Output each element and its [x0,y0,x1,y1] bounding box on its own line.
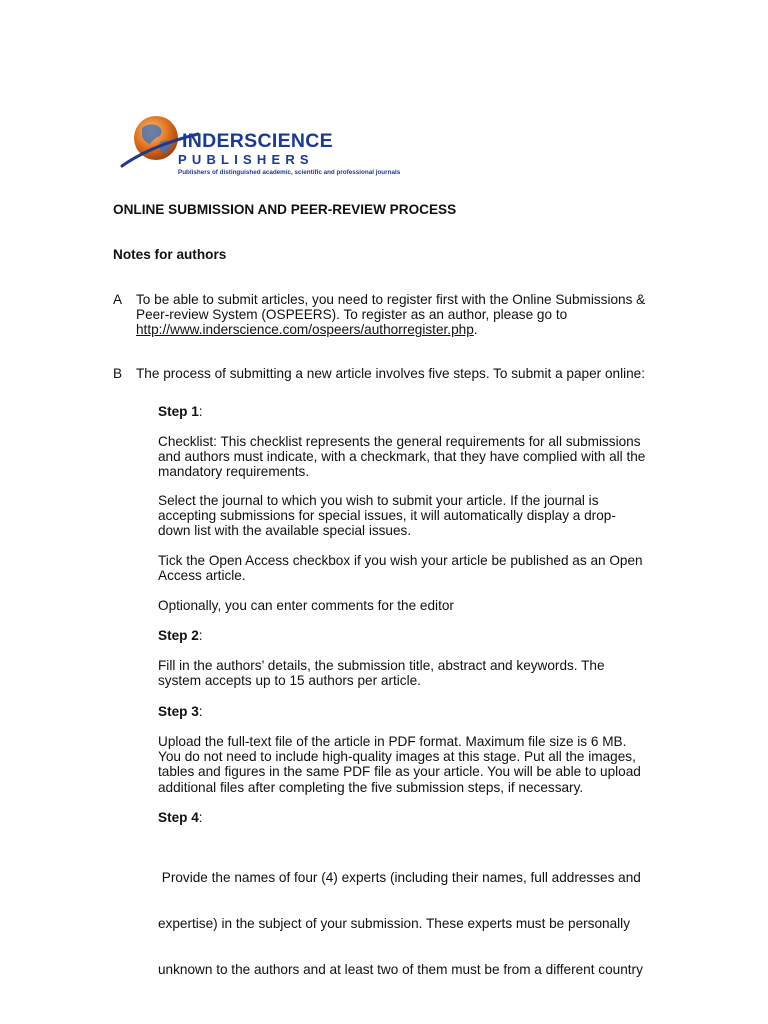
step-2-paragraph [158,658,605,688]
text-line: system accepts up to 15 authors per article. [158,673,421,689]
section-b-intro: The process of submitting a new article involves five steps. To submit a paper online: [136,366,646,381]
section-a-marker: A [113,292,123,307]
document-title: ONLINE SUBMISSION AND PEER-REVIEW PROCESS [113,202,457,217]
step-3-paragraph [158,734,641,795]
text-line: Fill in the authors’ details, the submission title, abstract and keywords. The [158,658,605,673]
step-1-label: Step 1: [158,404,203,419]
section-a-period: . [473,322,478,338]
text-line: expertise) in the subject of your submission. These experts must be personally [158,916,630,932]
logo-tagline: Publishers of distinguished academic, scientific and professional journals [178,169,401,176]
text-line: mandatory requirements. [158,464,310,480]
section-a-text [136,292,645,338]
section-a-line: Peer-review System (OSPEERS). To register as an author, please go to [136,307,568,323]
text-line: additional files after completing the five submission steps, if necessary. [158,779,584,795]
text-line: accepting submissions for special issues, it will automatically display a drop- [158,508,616,524]
step-1-paragraph-journal [158,493,616,539]
document-subtitle: Notes for authors [113,247,227,262]
text-line: down list with the available special issues. [158,523,412,539]
text-line: unknown to the authors and at least two of them must be from a different country [158,961,643,977]
text-line: Select the journal to which you wish to submit your article. If the journal is [158,493,599,508]
step-3-label: Step 3: [158,704,203,719]
section-a-link-line [136,322,645,337]
step-1-paragraph-comments [158,598,454,613]
section-b-marker: B [113,366,123,381]
text-line: Checklist: This checklist represents the general requirements for all submissions [158,434,641,449]
step-4-paragraph [158,840,643,992]
text-line: and authors must indicate, with a checkmark, that they have complied with all the [158,449,646,465]
text-line: Optionally, you can enter comments for the editor [158,598,454,613]
step-2-label: Step 2: [158,628,203,643]
text-line: You do not need to include high-quality images at this stage. Put all the images, [158,749,636,765]
author-register-link[interactable]: http://www.inderscience.com/ospeers/authorregister.php [136,322,474,338]
text-line: tables and figures in the same PDF file as your article. You will be able to upload [158,764,641,780]
text-line: Access article. [158,568,246,584]
logo-publishers: PUBLISHERS [178,152,314,167]
step-4-label: Step 4: [158,810,203,825]
logo-name: INDERSCIENCE [182,130,333,152]
publisher-logo [120,108,440,178]
text-line: Upload the full-text file of the article in PDF format. Maximum file size is 6 MB. [158,734,627,749]
text-line: Provide the names of four (4) experts (including their names, full addresses and [158,870,641,886]
section-a-line: To be able to submit articles, you need to register first with the Online Submissions & [136,292,646,307]
text-line: Tick the Open Access checkbox if you wish your article be published as an Open [158,553,643,568]
step-1-paragraph-open-access [158,553,643,583]
step-1-paragraph-checklist [158,434,645,480]
